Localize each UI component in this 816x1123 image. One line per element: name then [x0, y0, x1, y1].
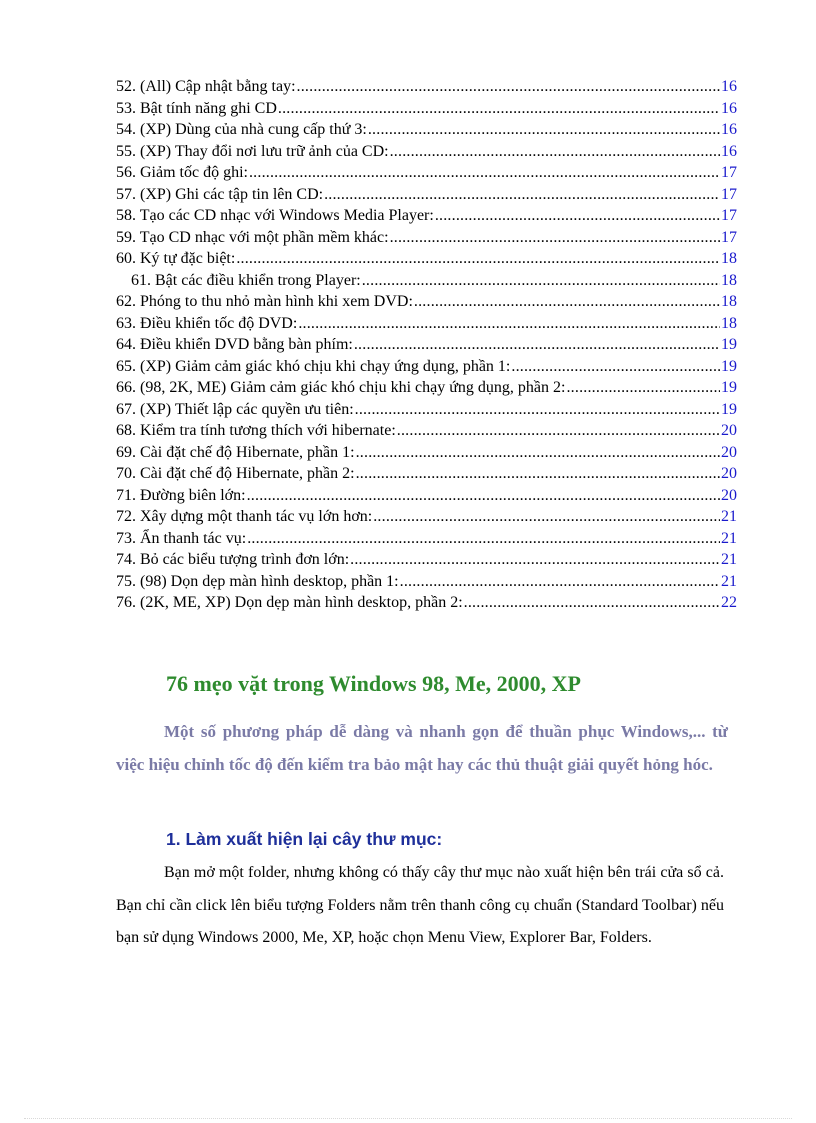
- toc-entry-67[interactable]: [116, 399, 737, 421]
- toc-entry-label: 61. Bật các điều khiển trong Player:: [131, 271, 361, 289]
- toc-dot-leader: [356, 442, 720, 464]
- toc-dot-leader: [249, 162, 720, 184]
- article-lead: Một số phương pháp dễ dàng và nhanh gọn để thuần phục Windows,... từ việc hiệu chỉnh tốc độ đến kiểm tra bảo mật hay các thủ thuật giải quyết hỏng hóc.: [116, 722, 728, 774]
- toc-entry-label: 73. Ẩn thanh tác vụ:: [116, 529, 247, 547]
- toc-page-number: 20: [721, 443, 737, 461]
- toc-entry-label: 60. Ký tự đặc biệt:: [116, 250, 236, 267]
- toc-page-number: 16: [721, 121, 737, 138]
- toc-dot-leader: [368, 119, 720, 141]
- toc-entry-label: 71. Đường biên lớn:: [116, 486, 246, 504]
- toc-page-number: 21: [721, 508, 737, 525]
- toc-entry-label: 63. Điều khiển tốc độ DVD:: [116, 314, 298, 332]
- toc-entry-65[interactable]: [116, 356, 737, 378]
- toc-page-number: 18: [721, 271, 737, 289]
- toc-page-number: 19: [721, 357, 737, 375]
- toc-entry-60[interactable]: [116, 248, 737, 270]
- toc-entry-label: 54. (XP) Dùng của nhà cung cấp thứ 3:: [116, 121, 367, 138]
- toc-entry-52[interactable]: [116, 76, 737, 98]
- toc-entry-label: 67. (XP) Thiết lập các quyền ưu tiên:: [116, 400, 354, 418]
- toc-dot-leader: [390, 227, 720, 249]
- toc-entry-label: 74. Bỏ các biểu tượng trình đơn lớn:: [116, 551, 350, 568]
- toc-entry-61[interactable]: [116, 270, 737, 292]
- toc-page-number: 20: [721, 422, 737, 439]
- toc-page-number: 18: [721, 314, 737, 332]
- toc-page-number: 18: [721, 250, 737, 267]
- toc-dot-leader: [247, 528, 720, 550]
- page-bottom-border: [24, 1118, 792, 1119]
- toc-entry-59[interactable]: [116, 227, 737, 249]
- table-of-contents: [116, 76, 737, 614]
- toc-entry-label: 59. Tạo CD nhạc với một phần mềm khác:: [116, 228, 389, 246]
- toc-dot-leader: [414, 291, 720, 313]
- section-heading: 1. Làm xuất hiện lại cây thư mục:: [166, 829, 443, 849]
- toc-entry-56[interactable]: [116, 162, 737, 184]
- toc-dot-leader: [247, 485, 720, 507]
- toc-dot-leader: [362, 270, 720, 292]
- toc-entry-label: 53. Bật tính năng ghi CD: [116, 99, 277, 117]
- toc-entry-label: 56. Giảm tốc độ ghi:: [116, 164, 248, 181]
- toc-entry-label: 64. Điều khiển DVD bằng bàn phím:: [116, 336, 353, 353]
- toc-entry-53[interactable]: [116, 98, 737, 120]
- toc-dot-leader: [400, 571, 720, 593]
- toc-page-number: 17: [721, 207, 737, 224]
- toc-page-number: 21: [721, 529, 737, 547]
- toc-entry-55[interactable]: [116, 141, 737, 163]
- toc-entry-label: 57. (XP) Ghi các tập tin lên CD:: [116, 185, 324, 203]
- toc-entry-68[interactable]: [116, 420, 737, 442]
- toc-entry-66[interactable]: [116, 377, 737, 399]
- toc-entry-70[interactable]: [116, 463, 737, 485]
- toc-entry-label: 69. Cài đặt chế độ Hibernate, phần 1:: [116, 443, 355, 461]
- toc-dot-leader: [464, 592, 720, 614]
- article-title: 76 mẹo vặt trong Windows 98, Me, 2000, XP: [166, 671, 581, 696]
- toc-entry-64[interactable]: [116, 334, 737, 356]
- toc-dot-leader: [350, 549, 720, 571]
- toc-entry-label: 66. (98, 2K, ME) Giảm cảm giác khó chịu khi chạy ứng dụng, phần 2:: [116, 379, 566, 396]
- toc-entry-62[interactable]: [116, 291, 737, 313]
- toc-entry-label: 55. (XP) Thay đổi nơi lưu trữ ảnh của CD:: [116, 142, 389, 160]
- toc-entry-label: 75. (98) Dọn dẹp màn hình desktop, phần 1:: [116, 572, 399, 590]
- toc-page-number: 20: [721, 486, 737, 504]
- toc-page-number: 22: [721, 594, 737, 611]
- toc-entry-72[interactable]: [116, 506, 737, 528]
- toc-page-number: 16: [721, 78, 737, 95]
- toc-dot-leader: [356, 463, 720, 485]
- toc-page-number: 19: [721, 379, 737, 396]
- toc-page-number: 16: [721, 142, 737, 160]
- toc-dot-leader: [397, 420, 720, 442]
- toc-entry-74[interactable]: [116, 549, 737, 571]
- toc-dot-leader: [236, 248, 720, 270]
- toc-entry-label: 58. Tạo các CD nhạc với Windows Media Player:: [116, 207, 434, 224]
- toc-page-number: 17: [721, 164, 737, 181]
- toc-entry-71[interactable]: [116, 485, 737, 507]
- toc-entry-label: 76. (2K, ME, XP) Dọn dẹp màn hình desktop, phần 2:: [116, 594, 463, 611]
- toc-entry-label: 52. (All) Cập nhật bằng tay:: [116, 78, 296, 95]
- toc-dot-leader: [390, 141, 720, 163]
- toc-page-number: 17: [721, 185, 737, 203]
- toc-page-number: 21: [721, 572, 737, 590]
- toc-dot-leader: [435, 205, 720, 227]
- toc-dot-leader: [355, 399, 720, 421]
- toc-entry-label: 62. Phóng to thu nhỏ màn hình khi xem DVD:: [116, 293, 413, 310]
- toc-entry-76[interactable]: [116, 592, 737, 614]
- toc-page-number: 18: [721, 293, 737, 310]
- toc-dot-leader: [354, 334, 720, 356]
- toc-page-number: 20: [721, 465, 737, 482]
- toc-page-number: 19: [721, 336, 737, 353]
- toc-dot-leader: [566, 377, 720, 399]
- toc-entry-label: 65. (XP) Giảm cảm giác khó chịu khi chạy ứng dụng, phần 1:: [116, 357, 511, 375]
- toc-dot-leader: [278, 98, 720, 120]
- toc-entry-69[interactable]: [116, 442, 737, 464]
- toc-entry-73[interactable]: [116, 528, 737, 550]
- toc-page-number: 21: [721, 551, 737, 568]
- toc-entry-label: 70. Cài đặt chế độ Hibernate, phần 2:: [116, 465, 355, 482]
- toc-entry-58[interactable]: [116, 205, 737, 227]
- toc-page-number: 19: [721, 400, 737, 418]
- toc-dot-leader: [511, 356, 720, 378]
- toc-entry-label: 68. Kiểm tra tính tương thích với hibernate:: [116, 422, 396, 439]
- toc-entry-54[interactable]: [116, 119, 737, 141]
- toc-dot-leader: [324, 184, 720, 206]
- toc-page-number: 16: [721, 99, 737, 117]
- toc-entry-label: 72. Xây dựng một thanh tác vụ lớn hơn:: [116, 508, 373, 525]
- toc-entry-75[interactable]: [116, 571, 737, 593]
- toc-page-number: 17: [721, 228, 737, 246]
- toc-dot-leader: [373, 506, 720, 528]
- toc-dot-leader: [298, 313, 720, 335]
- toc-entry-63[interactable]: [116, 313, 737, 335]
- toc-entry-57[interactable]: [116, 184, 737, 206]
- toc-dot-leader: [297, 76, 720, 98]
- section-body: Bạn mở một folder, nhưng không có thấy cây thư mục nào xuất hiện bên trái cửa sổ cả. Bạn chỉ cần click lên biểu tượng Folders nằm trên thanh công cụ chuẩn (Standard Toolbar) nếu bạn sử dụng Windows 2000, Me, XP, hoặc chọn Menu View, Explorer Bar, Folders.: [116, 864, 724, 946]
